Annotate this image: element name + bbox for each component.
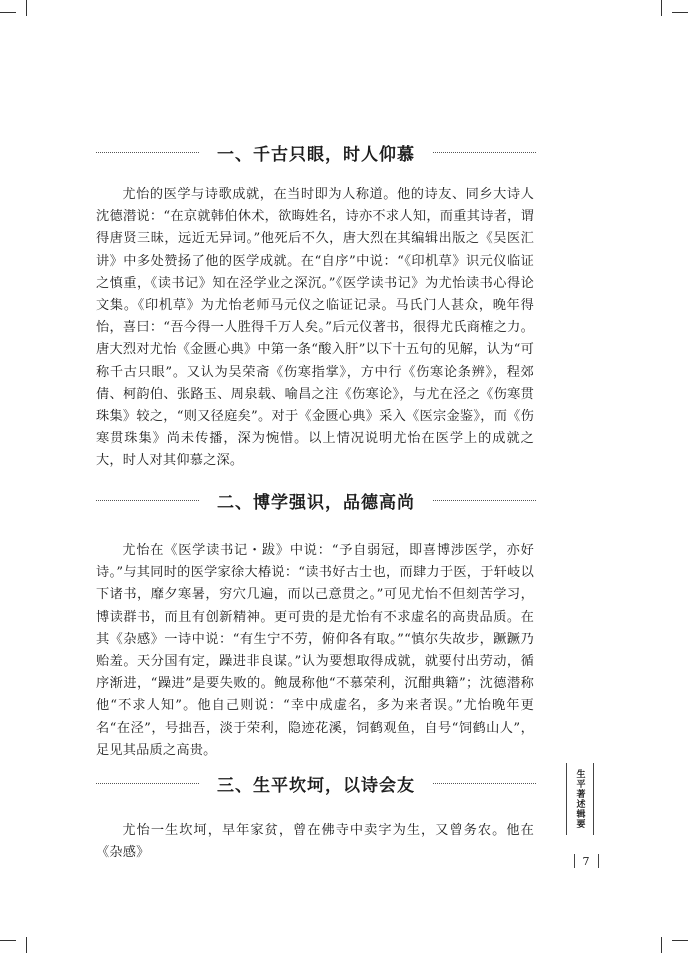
section-heading-3 [96,769,536,797]
section-3-paragraph: 尤怡一生坎坷，早年家贫，曾在佛寺中卖字为生，又曾务农。他在《杂感》 [96,823,534,861]
page-number-value: 7 [582,854,590,868]
side-tab-label: 生平著述辑要 [574,769,585,829]
side-running-tab [566,763,594,835]
section-title-1: 一、千古只眼，时人仰慕 [217,144,415,165]
crop-mark-top-right-v [661,0,662,16]
section-1-paragraph: 尤怡的医学与诗歌成就，在当时即为人称道。他的诗友、同乡大诗人沈德潜说：“在京就韩伯休术，欲晦姓名，诗亦不求人知，而重其诗者，谓得唐贤三昧，远近无异词。”他死后不久，唐大烈在其编辑出版之《吴医汇讲》中多处赞扬了他的医学成就。在“自序”中说：“《印机草》识元仪临证之慎重，《读书记》知在泾学业之深沉。”《医学读书记》为尤怡读书心得论文集。《印机草》为尤怡老师马元仪之临证记录。马氏门人甚众，晚年得怡，喜曰：“吾今得一人胜得千万人矣。”后元仪著书，很得尤氏商榷之力。唐大烈对尤怡《金匮心典》中第一条“酸入肝”以下十五句的见解，认为“可称千古只眼”。又认为吴荣斋《伤寒指掌》，方中行《伤寒论条辨》，程郊倩、柯韵伯、张路玉、周泉载、喻昌之注《伤寒论》，与尤在泾之《伤寒贯珠集》较之，“则又径庭矣”。对于《金匮心典》采入《医宗金鉴》，而《伤寒贯珠集》尚未传播，深为惋惜。以上情况说明尤怡在医学上的成就之大，时人对其仰慕之深。 [96,187,534,469]
heading-rule-left [96,783,199,784]
page-number [566,852,606,870]
section-heading-2 [96,486,536,514]
heading-rule-right [433,152,536,153]
crop-mark-bottom-left-v [26,937,27,953]
heading-rule-right [433,783,536,784]
section-heading-1 [96,138,536,166]
heading-rule-left [96,152,199,153]
section-2-paragraph: 尤怡在《医学读书记・跋》中说：“予自弱冠，即喜博涉医学，亦好诗。”与其同时的医学家徐大椿说：“读书好古士也，而肆力于医，于轩岐以下诸书，靡夕寒暑，穷穴几遍，而以己意贯之。”可见尤怡不但刻苦学习，博读群书，而且有创新精神。更可贵的是尤怡有不求虚名的高贵品质。在其《杂感》一诗中说：“有生宁不劳，俯仰各有取。”“慎尔失故步，蹶蹶乃贻羞。天分国有定，躁进非良谋。”认为要想取得成就，就要付出劳动，循序渐进，“躁进”是要失败的。鲍晟称他“不慕荣利，沉酣典籍”；沈德潜称他“不求人知”。他自己则说：“幸中成虚名，多为来者误。”尤怡晚年更名“在泾”，号拙吾，淡于荣利，隐迹花溪，饲鹤观鱼，自号“饲鹤山人”，足见其品质之高贵。 [96,543,534,758]
crop-mark-bottom-right-v [661,937,662,953]
section-title-3: 三、生平坎坷，以诗会友 [217,775,415,796]
crop-mark-top-left-v [26,0,27,16]
crop-mark-bottom-left-h [0,940,16,941]
crop-mark-top-left-h [0,12,16,13]
heading-rule-left [96,500,199,501]
heading-rule-right [433,500,536,501]
section-title-2: 二、博学强识，品德高尚 [217,492,415,513]
crop-mark-top-right-h [672,12,688,13]
crop-mark-bottom-right-h [672,940,688,941]
page-number-bar-right [598,854,599,868]
